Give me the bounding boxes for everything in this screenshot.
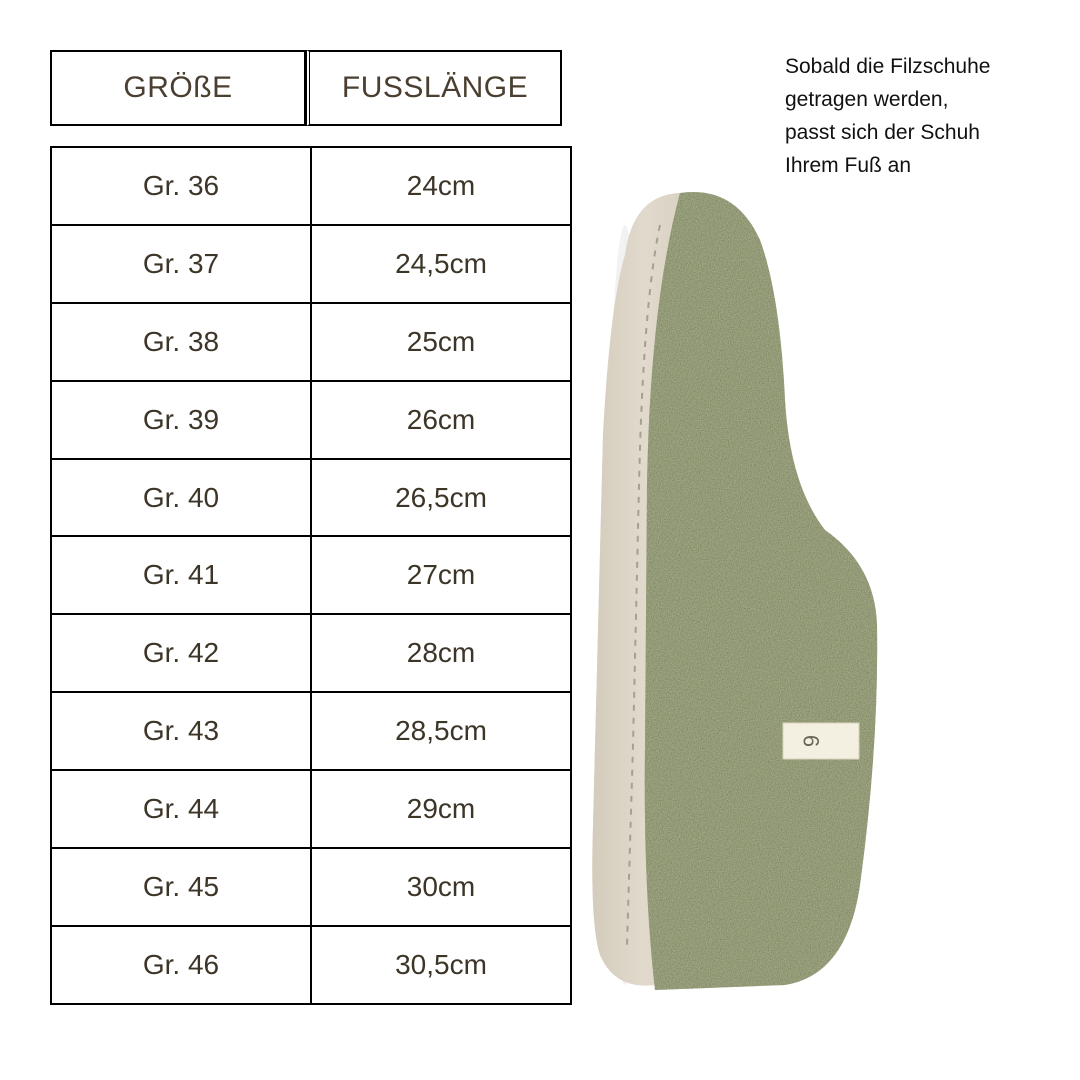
size-chart-header — [50, 50, 562, 126]
size-cell: Gr. 46 — [51, 926, 311, 1004]
length-cell: 26,5cm — [311, 459, 571, 537]
length-cell: 30cm — [311, 848, 571, 926]
size-cell: Gr. 42 — [51, 614, 311, 692]
table-row — [51, 614, 571, 692]
table-row — [51, 926, 571, 1004]
fit-note: Sobald die Filzschuhe getragen werden, passt sich der Schuh Ihrem Fuß an — [785, 55, 991, 177]
length-cell: 24cm — [311, 147, 571, 225]
size-cell: Gr. 43 — [51, 692, 311, 770]
length-cell: 28,5cm — [311, 692, 571, 770]
table-row — [51, 303, 571, 381]
header-size: GRÖßE — [50, 50, 306, 126]
size-cell: Gr. 45 — [51, 848, 311, 926]
size-cell: Gr. 39 — [51, 381, 311, 459]
size-chart-table — [50, 146, 572, 1005]
size-cell: Gr. 36 — [51, 147, 311, 225]
table-row — [51, 381, 571, 459]
length-cell: 27cm — [311, 536, 571, 614]
length-cell: 30,5cm — [311, 926, 571, 1004]
table-row — [51, 770, 571, 848]
table-row — [51, 147, 571, 225]
table-row — [51, 536, 571, 614]
table-row — [51, 459, 571, 537]
size-cell: Gr. 38 — [51, 303, 311, 381]
length-cell: 29cm — [311, 770, 571, 848]
size-cell: Gr. 37 — [51, 225, 311, 303]
size-cell: Gr. 44 — [51, 770, 311, 848]
size-label-tag — [783, 723, 859, 759]
table-row — [51, 848, 571, 926]
size-cell: Gr. 40 — [51, 459, 311, 537]
length-cell: 28cm — [311, 614, 571, 692]
size-label-text: 6 — [798, 734, 824, 748]
length-cell: 25cm — [311, 303, 571, 381]
table-row — [51, 225, 571, 303]
header-foot-length: FUSSLÄNGE — [306, 50, 562, 126]
length-cell: 24,5cm — [311, 225, 571, 303]
slipper-felt-shading — [645, 192, 877, 990]
size-cell: Gr. 41 — [51, 536, 311, 614]
table-row — [51, 692, 571, 770]
length-cell: 26cm — [311, 381, 571, 459]
felt-slipper-image — [585, 185, 885, 995]
